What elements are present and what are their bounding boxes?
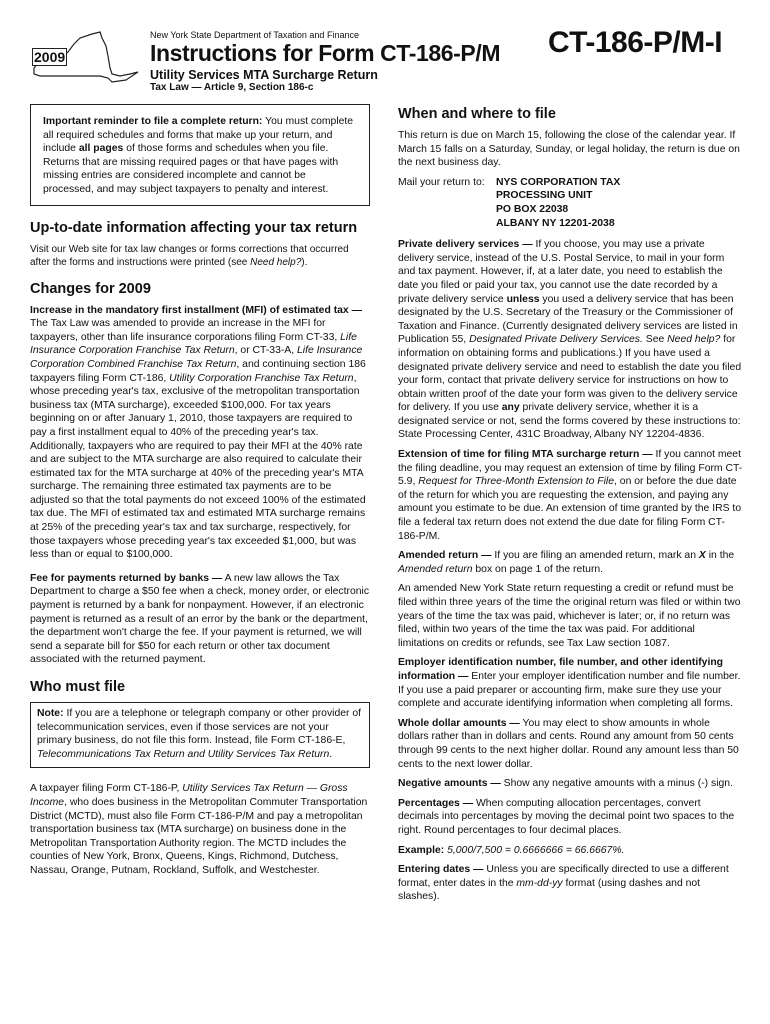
who-heading: Who must file: [30, 679, 126, 695]
uptodate-text: Visit our Web site for tax law changes or forms corrections that occurred after the forms and instructions were printed (see Need help?).: [30, 243, 349, 268]
when-heading: When and where to file: [398, 106, 556, 122]
right-column: [398, 106, 743, 910]
ein-paragraph: Employer identification number, file number, and other identifying information — Enter your employer identification number and file number. If you use a paid preparer or accounting firm, make sure they use your complete and accurate identifying information when completing all forms.: [398, 657, 741, 710]
fee-paragraph: Fee for payments returned by banks — A new law allows the Tax Department to charge a $50 fee when a check, money order, or electronic payment is returned by a bank for nonpayment. However, if an electronic payment is returned as a result of an error by the bank or the department, the department won't charge the fee. If your payment is returned, we will send a separate bill for $50 for each return or other tax document associated with the returned payment.: [30, 572, 370, 666]
tax-year: 2009: [34, 49, 66, 65]
private-delivery-paragraph: Private delivery services — If you choose, you may use a private delivery service, instead of the U.S. Postal Service, to mail in your form and tax payment. However, if, at a later date, you need to establish the date you filed or paid your tax, you cannot use the date recorded by a private delivery service unless you used a delivery service that has been designated by the U.S. Secretary of the Treasury or the Commissioner of Taxation and Finance. (Currently designated delivery services are listed in Publication 55, Designated Private Delivery Services. See Need help? for information on obtaining forms and publications.) If you have used a designated private delivery service and need to establish the date you filed your form, contact that private delivery service for instructions on how to obtain written proof of the date your form was given to the delivery service for delivery. If you use any private delivery service, whether it is a designated service or not, send the forms covered by these instructions to: State Processing Center, 431C Broadway, Albany NY 12204-4836.: [398, 239, 742, 441]
due-paragraph: This return is due on March 15, following the close of the calendar year. If March 15 falls on a Saturday, Sunday, or legal holiday, the return is due on the next business day.: [398, 130, 740, 169]
extension-paragraph: Extension of time for filing MTA surcharge return — If you cannot meet the filing deadline, you may request an extension of time by filing Form CT-5.9, Request for Three-Month Extension to File, on or before the due date of the return for which you are requesting the extension, and paying any amount you estimate to be due. An extension of time granted by the IRS to file a federal tax return does not extend the due date for filing Form CT-186-P/M.: [398, 449, 743, 542]
mfi-paragraph: Increase in the mandatory first installment (MFI) of estimated tax — The Tax Law was amended to provide an increase in the MFI for taxpayers, other than life insurance corporations filing Form CT-33, Life Insurance Corporation Franchise Tax Return, or CT-33-A, Life Insurance Corporation Combined Franchise Tax Return, and continuing section 186 taxpayers filing Form CT-186, Utility Corporation Franchise Tax Return, whose preceding year's tax, exclusive of the metropolitan transportation business tax (MTA surcharge), exceeded $100,000. For tax years beginning on or after January 1, 2010, those taxpayers are required to pay a first installment equal to 40% of the preceding year's tax. Additionally, taxpayers who are required to pay their MFI at the 40% rate and are subject to the MTA surcharge are also required to calculate their estimated tax for the MTA surcharge at 40% of the preceding year's MTA surcharge. The remaining three estimated tax payments are to be adjusted so that the total payments do not exceed 100% of the estimated tax due. The MFI of estimated tax and estimated MTA surcharge remains at 25% of the preceding year's tax and tax surcharge, respectively, for those taxpayers whose preceding year's tax exceeded $1,000, but was less than or equal to $100,000.: [30, 304, 366, 561]
note-box: Note: If you are a telephone or telegraph company or other provider of telecommunication services, even if those services are not your primary business, do not file this form. Instead, file Form CT-186-E, Telecommunications Tax Return and Utility Services Tax Return.: [30, 702, 370, 768]
reminder-box: Important reminder to file a complete return: You must complete all required schedules and forms that make up your return, and include all pages of those forms and schedules when you file. Returns that are missing required pages or that have pages with missing entries are considered incomplete and cannot be processed, and may subject taxpayers to penalty and interest.: [30, 104, 370, 206]
page-subtitle: Utility Services MTA Surcharge Return: [150, 68, 378, 82]
amended-paragraph: Amended return — If you are filing an amended return, mark an X in the Amended return box on page 1 of the return.: [398, 550, 735, 575]
left-column: [30, 104, 370, 884]
whole-dollar-paragraph: Whole dollar amounts — You may elect to show amounts in whole dollars rather than in dollars and cents. Round any amount from 50 cents through 99 cents to the next higher dollar. Round any amount less than 50 cents to the next lower dollar.: [398, 717, 739, 770]
mailing-address: Mail your return to: NYS CORPORATION TAX PROCESSING UNIT PO BOX 22038 ALBANY NY 12201-2038: [398, 176, 621, 229]
page-title: Instructions for Form CT-186-P/M: [150, 40, 501, 66]
changes-heading: Changes for 2009: [30, 280, 151, 297]
reminder-lead: Important reminder to file a complete return:: [43, 116, 263, 127]
negative-paragraph: Negative amounts — Show any negative amounts with a minus (-) sign.: [398, 778, 733, 790]
agency-name: New York State Department of Taxation and Finance: [150, 30, 359, 40]
nys-map-logo: [30, 28, 140, 88]
dates-paragraph: Entering dates — Unless you are specifically directed to use a different format, enter dates in the mm-dd-yy format (using dashes and not slashes).: [398, 864, 729, 903]
amended-paragraph-2: An amended New York State return requesting a credit or refund must be filed within three years of the time the original return was filed or within two years of the time the tax was paid, whichever is later; or, if no return was filed, within two years of the time the tax was paid. For additional limitations on credits or refunds, see Tax Law section 1087.: [398, 583, 741, 649]
form-id: CT-186-P/M-I: [548, 26, 723, 59]
example-paragraph: Example: 5,000/7,500 = 0.6666666 = 66.6667%.: [398, 844, 625, 856]
who-paragraph: A taxpayer filing Form CT-186-P, Utility Services Tax Return — Gross Income, who does business in the Metropolitan Commuter Transportation District (MCTD), must also file Form CT-186-P/M and pay a metropolitan transportation business tax (MTA surcharge) on business done in the Metropolitan Transportation Authority region. The MCTD includes the counties of New York, Bronx, Queens, Kings, Richmond, Dutchess, Nassau, Orange, Putnam, Rockland, Suffolk, and Westchester.: [30, 783, 368, 876]
percentages-paragraph: Percentages — When computing allocation percentages, convert decimals into percentages by moving the decimal point two spaces to the right. Round percentages to four decimal places.: [398, 797, 735, 836]
uptodate-heading: Up-to-date information affecting your tax return: [30, 219, 358, 236]
tax-law-reference: Tax Law — Article 9, Section 186-c: [150, 82, 314, 93]
